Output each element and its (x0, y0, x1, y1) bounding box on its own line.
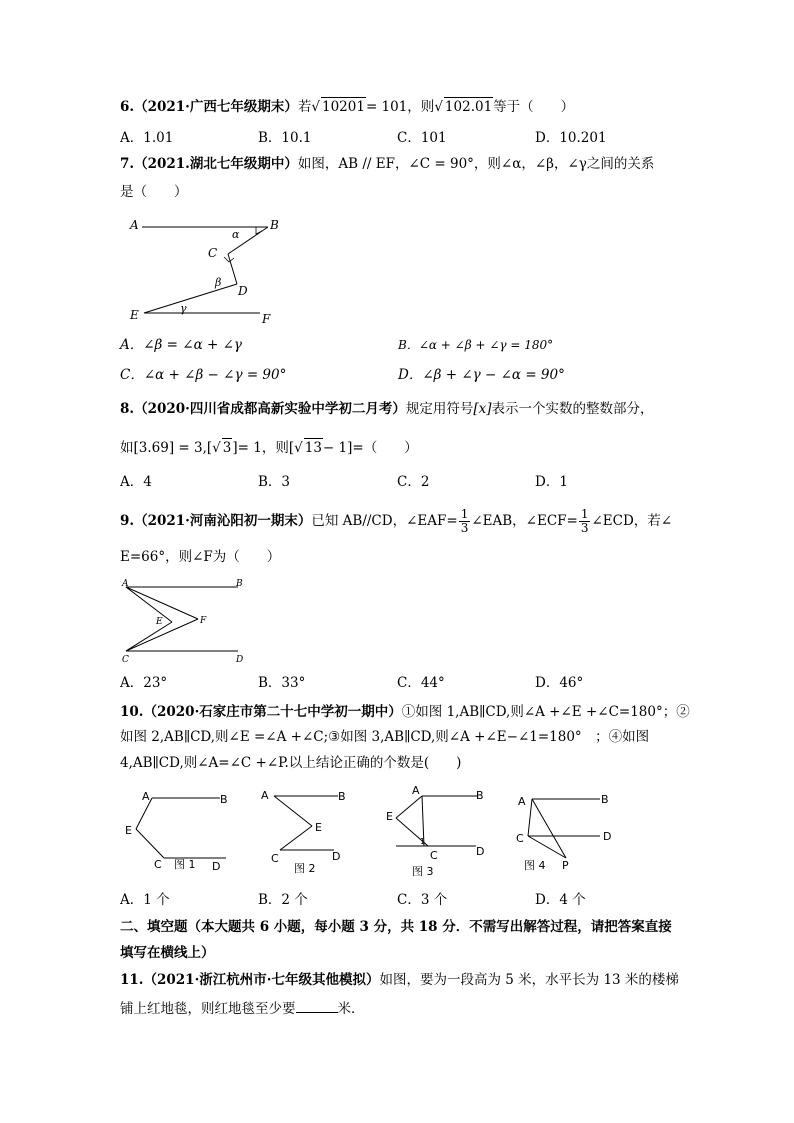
q10-line1: ①如图 1,AB∥CD,则∠A +∠E +∠C=180°；② (401, 704, 690, 720)
q9-figure (120, 578, 260, 668)
svg-text:D: D (603, 830, 612, 843)
q10-fig1-caption: 图 1 (174, 858, 196, 871)
q11-number: 11. (120, 972, 144, 988)
q6-option-d[interactable]: D．10.201 (535, 130, 607, 146)
q9-source: （2021·河南沁阳初一期末） (134, 513, 312, 529)
sqrt-sign: √ (212, 440, 221, 456)
q8-symbol: [x] (473, 401, 492, 417)
q11-line2-a: 铺上红地毯，则红地毯至少要 (120, 1001, 296, 1017)
svg-text:A: A (518, 795, 526, 808)
q9-option-b[interactable]: B．33° (258, 675, 306, 691)
q7-label-B: B (270, 218, 279, 232)
q9-label-A: A (122, 579, 129, 589)
q8-minus-one: − 1 (322, 440, 348, 456)
q9-option-d[interactable]: D．46° (535, 675, 584, 691)
q10-source: （2020·石家庄市第二十七中学初一期中） (143, 704, 402, 720)
svg-text:C: C (516, 832, 524, 845)
q6-option-c[interactable]: C．101 (397, 130, 447, 146)
q6-text-c: 等于（ ） (493, 99, 575, 115)
svg-text:A: A (142, 790, 150, 803)
svg-text:B: B (476, 789, 484, 802)
svg-text:A: A (261, 789, 269, 802)
section-2-heading-line2: 填写在横线上） (120, 945, 215, 961)
q8-line2-c: =（ ） (352, 440, 418, 456)
q7-label-beta: β (215, 276, 222, 289)
q10-line2: 如图 2,AB∥CD,则∠E =∠A +∠C;③如图 3,AB∥CD,则∠A +∠E−∠1=180° ；④如图 (120, 729, 650, 745)
bracket-open: [ (206, 440, 213, 456)
q7-label-C: C (208, 246, 218, 260)
q10-fig4-caption: 图 4 (524, 859, 546, 872)
q7-option-d[interactable]: D．∠β + ∠γ − ∠α = 90° (398, 367, 565, 383)
q8-line2 (120, 438, 418, 457)
q8-option-b[interactable]: B．3 (258, 474, 291, 490)
q11-source: （2021·浙江杭州市·七年级其他模拟） (143, 972, 380, 988)
q8-number: 8. (120, 401, 135, 417)
bracket-close: ] (232, 440, 238, 456)
bracket-open: [ (288, 440, 295, 456)
q11-line2 (120, 1000, 365, 1018)
svg-text:E: E (125, 824, 132, 837)
q8-text-b: 表示一个实数的整数部分， (491, 401, 654, 417)
q6-number: 6. (120, 99, 135, 115)
bracket-close: ] (347, 440, 353, 456)
q9-fraction-1 (459, 508, 471, 535)
q6-radicand-1: 10201 (321, 99, 365, 115)
frac-numerator: 1 (460, 507, 469, 521)
answer-blank[interactable] (296, 1000, 338, 1013)
q8-radicand-a: 3 (222, 440, 232, 456)
svg-text:B: B (601, 793, 609, 806)
q8-option-d[interactable]: D．1 (535, 474, 568, 490)
q9-option-a[interactable]: A．23° (120, 675, 168, 691)
q10-option-b[interactable]: B．2 个 (258, 892, 308, 908)
q7-figure (120, 212, 280, 327)
frac-denominator: 3 (460, 521, 469, 535)
q7-stem (120, 155, 654, 173)
q9-stem (120, 508, 672, 535)
q6-option-b[interactable]: B．10.1 (258, 130, 312, 146)
sqrt-sign: √ (434, 99, 443, 115)
q7-option-c[interactable]: C．∠α + ∠β − ∠γ = 90° (120, 367, 287, 383)
q7-label-D: D (238, 284, 248, 298)
q9-label-B: B (236, 579, 243, 589)
q9-label-C: C (122, 655, 129, 665)
q6-stem (120, 97, 574, 116)
section-2-heading: 二、填空题（本大题共 6 小题，每小题 3 分，共 18 分．不需写出解答过程，请把答案直接 (120, 919, 672, 935)
svg-text:A: A (412, 784, 420, 797)
svg-text:1: 1 (420, 837, 426, 846)
q10-option-c[interactable]: C．3 个 (397, 892, 448, 908)
frac-numerator: 1 (580, 507, 589, 521)
q7-source: （2021.湖北七年级期中） (134, 156, 298, 172)
q7-option-a[interactable]: A．∠β = ∠α + ∠γ (120, 337, 242, 353)
q10-figure-4 (512, 790, 622, 880)
frac-denominator: 3 (580, 521, 589, 535)
q8-option-c[interactable]: C．2 (397, 474, 430, 490)
svg-text:D: D (476, 845, 485, 858)
q8-option-a[interactable]: A．4 (120, 474, 152, 490)
q6-text-b: = 101，则 (365, 99, 435, 115)
q7-label-E: E (130, 308, 139, 322)
q9-line2: E=66°，则∠F为（ ） (120, 549, 281, 565)
q7-label-gamma: γ (180, 302, 187, 315)
q9-text-a: 已知 AB//CD，∠EAF= (311, 513, 458, 529)
q11-line1: 如图，要为一段高为 5 米，水平长为 13 米的楼梯 (379, 972, 679, 988)
q8-source: （2020·四川省成都高新实验中学初二月考） (134, 401, 406, 417)
q7-option-b[interactable]: B．∠α + ∠β + ∠γ = 180° (398, 338, 554, 352)
q9-text-c: ∠ECD，若∠ (591, 513, 673, 529)
sqrt-sign: √ (294, 440, 303, 456)
svg-text:C: C (154, 858, 162, 871)
q9-number: 9. (120, 513, 135, 529)
q9-text-b: ∠EAB，∠ECF= (471, 513, 578, 529)
q6-option-a[interactable]: A．1.01 (120, 130, 174, 146)
svg-text:C: C (271, 852, 279, 865)
q7-text-b: 是（ ） (120, 184, 188, 200)
q8-text-a: 规定用符号 (405, 401, 474, 417)
sqrt-sign: √ (311, 99, 320, 115)
svg-text:B: B (338, 790, 346, 803)
q10-figure-3 (384, 782, 494, 878)
q10-figure-2 (258, 786, 358, 878)
q6-radicand-2: 102.01 (444, 99, 493, 115)
q9-fraction-2 (579, 508, 591, 535)
svg-text:B: B (220, 793, 228, 806)
q10-figure-1 (120, 788, 230, 878)
svg-text:E: E (315, 821, 322, 834)
svg-text:C: C (430, 849, 438, 862)
q8-stem (120, 400, 654, 418)
q8-line2-a: 如[3.69] = 3, (120, 440, 207, 456)
q10-number: 10. (120, 704, 144, 720)
q7-label-F: F (262, 312, 271, 326)
svg-text:D: D (212, 860, 221, 873)
q6-source: （2021·广西七年级期末） (134, 99, 298, 115)
svg-text:D: D (332, 850, 341, 863)
q9-label-F: F (200, 616, 207, 626)
q7-number: 7. (120, 156, 135, 172)
svg-text:E: E (386, 810, 393, 823)
q10-line3: 4,AB∥CD,则∠A=∠C +∠P.以上结论正确的个数是( ) (120, 755, 462, 771)
q8-radicand-b: 13 (304, 440, 322, 456)
q11-line2-b: 米． (337, 1001, 365, 1017)
q11-stem (120, 971, 679, 989)
q10-fig2-caption: 图 2 (294, 862, 316, 875)
q9-option-c[interactable]: C．44° (397, 675, 445, 691)
q7-label-alpha: α (232, 228, 240, 241)
q10-option-a[interactable]: A．1 个 (120, 892, 170, 908)
q6-text-a: 若 (297, 99, 312, 115)
q10-option-d[interactable]: D．4 个 (535, 892, 586, 908)
q9-label-D: D (236, 655, 244, 665)
q10-fig3-caption: 图 3 (412, 865, 434, 878)
q9-label-E: E (156, 617, 163, 627)
q7-label-A: A (130, 218, 139, 232)
q10-stem (120, 703, 690, 721)
svg-text:P: P (562, 859, 569, 872)
q7-text-a: 如图，AB // EF，∠C = 90°，则∠α，∠β，∠γ之间的关系 (297, 156, 655, 172)
q8-line2-b: = 1，则 (237, 440, 289, 456)
